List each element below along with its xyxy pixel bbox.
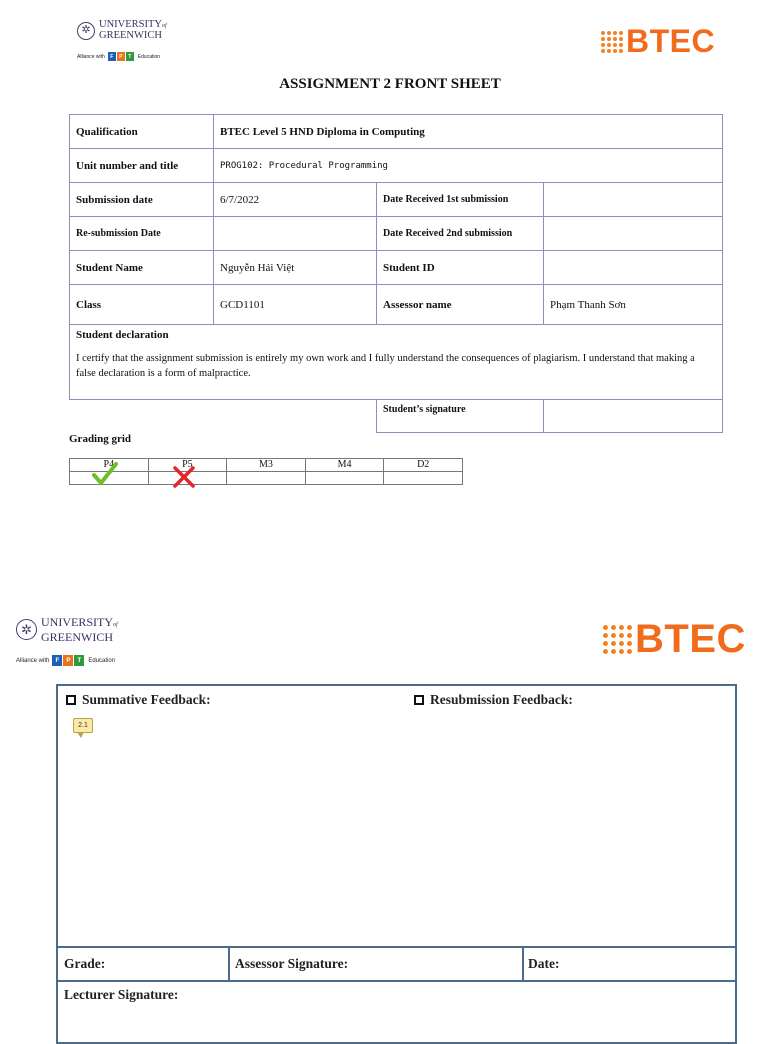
comment-marker-icon[interactable]: 2.1 <box>73 718 93 733</box>
fpt-logo-icon: F P T <box>108 52 135 61</box>
grading-grid-label: Grading grid <box>69 433 132 445</box>
submission-date-label: Submission date <box>70 183 214 217</box>
date-label: Date: <box>528 956 560 971</box>
alliance-suffix: Education <box>137 53 161 60</box>
alliance-prefix: Alliance with <box>16 657 50 664</box>
university-name-line2: GREENWICH <box>41 630 113 644</box>
declaration-text: I certify that the assignment submission is entirely my own work and I fully understand the consequences of plagiarism. I understand that making a false declaration is a form of malpractice. <box>76 353 695 379</box>
summative-feedback-heading <box>66 692 211 708</box>
student-name-label: Student Name <box>70 251 214 285</box>
university-seal-icon: ✲ <box>77 22 95 40</box>
university-logo <box>77 20 167 61</box>
class-value: GCD1101 <box>214 285 377 325</box>
btec-dots-icon <box>601 31 623 53</box>
university-seal-icon: ✲ <box>16 619 37 640</box>
grade-criterion-m4: M4 <box>305 459 384 472</box>
university-name-line1: UNIVERSITY <box>99 19 162 30</box>
declaration-heading: Student declaration <box>76 329 169 341</box>
btec-wordmark: BTEC <box>635 617 746 661</box>
summative-checkbox[interactable] <box>66 695 76 705</box>
student-declaration <box>70 325 723 400</box>
class-label: Class <box>70 285 214 325</box>
btec-logo <box>601 23 715 60</box>
unit-label: Unit number and title <box>70 149 214 183</box>
resubmission-checkbox[interactable] <box>414 695 424 705</box>
assessor-value: Phạm Thanh Sơn <box>544 285 723 325</box>
resubmission-feedback-heading <box>414 692 573 708</box>
lecturer-signature-label: Lecturer Signature: <box>64 987 179 1002</box>
grade-mark-d2 <box>384 472 463 485</box>
resubmission-date-label: Re-submission Date <box>70 217 214 251</box>
qualification-value: BTEC Level 5 HND Diploma in Computing <box>214 115 723 149</box>
grade-criterion-p5: P5 <box>148 459 227 472</box>
cross-icon <box>172 465 196 489</box>
university-name-line2: GREENWICH <box>99 30 162 41</box>
grade-criterion-p4: P4 <box>70 459 149 472</box>
grade-mark-m3 <box>227 472 306 485</box>
btec-dots-icon <box>603 625 632 654</box>
fpt-logo-icon: F P T <box>52 655 85 666</box>
assessor-label: Assessor name <box>377 285 544 325</box>
resubmission-date-value <box>214 217 377 251</box>
btec-wordmark: BTEC <box>626 23 716 59</box>
fpt-alliance <box>77 52 167 61</box>
date-received-2-label: Date Received 2nd submission <box>377 217 544 251</box>
date-received-1-value <box>544 183 723 217</box>
university-of: of <box>113 622 118 628</box>
student-id-label: Student ID <box>377 251 544 285</box>
student-name-value: Nguyễn Hải Việt <box>214 251 377 285</box>
resubmission-feedback-label: Resubmission Feedback: <box>430 692 573 707</box>
grade-criterion-d2: D2 <box>384 459 463 472</box>
btec-logo-page2 <box>603 617 746 662</box>
qualification-label: Qualification <box>70 115 214 149</box>
unit-value: PROG102: Procedural Programming <box>214 149 723 183</box>
university-of: of <box>162 23 167 29</box>
alliance-prefix: Alliance with <box>77 53 105 60</box>
grade-label: Grade: <box>64 956 106 971</box>
signature-field <box>544 400 723 433</box>
student-id-value <box>544 251 723 285</box>
submission-date-value: 6/7/2022 <box>214 183 377 217</box>
university-logo-page2 <box>16 616 118 666</box>
grade-mark-m4 <box>305 472 384 485</box>
fpt-alliance <box>16 655 118 666</box>
feedback-form <box>56 684 737 1044</box>
date-received-1-label: Date Received 1st submission <box>377 183 544 217</box>
university-name-line1: UNIVERSITY <box>41 615 113 629</box>
grading-grid <box>69 458 463 485</box>
front-sheet-table <box>69 114 723 433</box>
summative-feedback-label: Summative Feedback: <box>82 692 211 707</box>
check-icon <box>92 462 118 486</box>
assessor-signature-label: Assessor Signature: <box>235 956 349 971</box>
alliance-suffix: Education <box>88 657 116 664</box>
signature-label: Student’s signature <box>377 400 544 433</box>
grade-criterion-m3: M3 <box>227 459 306 472</box>
date-received-2-value <box>544 217 723 251</box>
page-title: ASSIGNMENT 2 FRONT SHEET <box>279 76 501 92</box>
